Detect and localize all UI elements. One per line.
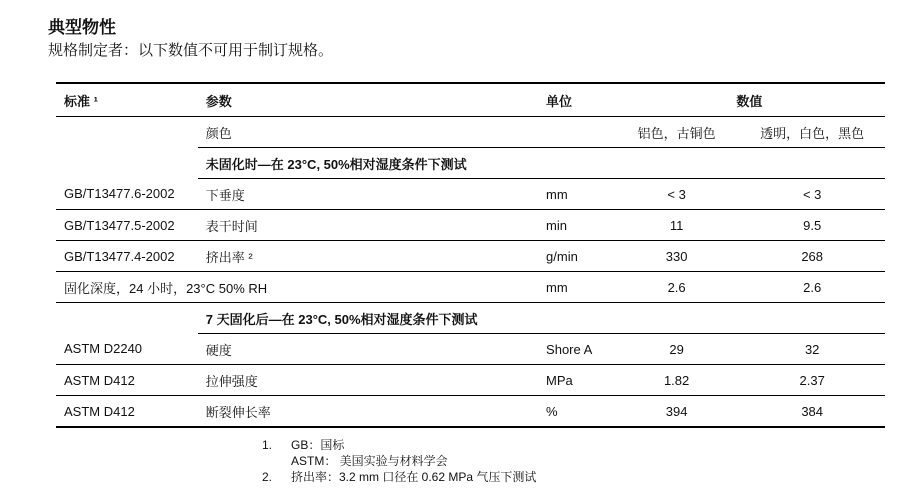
color-row	[56, 117, 885, 148]
standard-cell: GB/T13477.4-2002	[56, 241, 198, 272]
footnote-text: 挤出率：3.2 mm 口径在 0.62 MPa 气压下测试	[291, 470, 537, 484]
unit-cell: MPa	[538, 365, 614, 396]
value-cell-2: 268	[739, 241, 885, 272]
value-cell-1: 29	[614, 334, 740, 365]
table-row	[56, 396, 885, 428]
standard-cell: GB/T13477.6-2002	[56, 179, 198, 210]
page-title: 典型物性	[48, 18, 116, 37]
unit-cell: mm	[538, 179, 614, 210]
parameter-cell: 硬度	[198, 334, 538, 365]
footnote-text: GB：国标	[291, 438, 345, 452]
value-cell-1: 1.82	[614, 365, 740, 396]
parameter-cell: 表干时间	[198, 210, 538, 241]
section-uncured-title: 未固化时—在 23°C, 50%相对湿度条件下测试	[198, 148, 885, 179]
color-label: 颜色	[198, 117, 538, 148]
table-row	[56, 179, 885, 210]
unit-cell: min	[538, 210, 614, 241]
footnote-item	[262, 437, 536, 453]
table-row	[56, 334, 885, 365]
value-cell-2: 2.37	[739, 365, 885, 396]
cure-depth-row	[56, 272, 885, 303]
table-row	[56, 210, 885, 241]
footnote-item	[262, 453, 536, 469]
parameter-cell: 断裂伸长率	[198, 396, 538, 428]
section-uncured-row	[56, 148, 885, 179]
unit-cell: mm	[538, 272, 614, 303]
header-unit: 单位	[538, 83, 614, 117]
footnote-text: ASTM： 美国实验与材料学会	[291, 454, 448, 468]
table-cell	[56, 117, 198, 148]
table-row	[56, 241, 885, 272]
parameter-cell: 挤出率 ²	[198, 241, 538, 272]
value-cell-2: 384	[739, 396, 885, 428]
value-cell-1: 330	[614, 241, 740, 272]
standard-cell: ASTM D412	[56, 365, 198, 396]
section-cured-title: 7 天固化后—在 23°C, 50%相对湿度条件下测试	[198, 303, 885, 334]
color-value-2: 透明，白色，黑色	[739, 117, 885, 148]
table-row	[56, 365, 885, 396]
value-cell-2: < 3	[739, 179, 885, 210]
parameter-cell: 拉伸强度	[198, 365, 538, 396]
value-cell-1: 11	[614, 210, 740, 241]
header-values: 数值	[614, 83, 885, 117]
table-cell	[538, 117, 614, 148]
page-subtitle: 规格制定者：以下数值不可用于制订规格。	[48, 42, 334, 59]
cure-depth-label: 固化深度，24 小时，23°C 50% RH	[56, 272, 538, 303]
color-value-1: 铝色，古铜色	[614, 117, 740, 148]
value-cell-1: 394	[614, 396, 740, 428]
section-cured-row	[56, 303, 885, 334]
header-parameter: 参数	[198, 83, 538, 117]
table-header-row	[56, 83, 885, 117]
footnote-number	[262, 453, 291, 469]
table-cell	[56, 303, 198, 334]
value-cell-1: < 3	[614, 179, 740, 210]
parameter-cell: 下垂度	[198, 179, 538, 210]
header-standard: 标准 ¹	[56, 83, 198, 117]
standard-cell: GB/T13477.5-2002	[56, 210, 198, 241]
footnote-number: 2.	[262, 470, 273, 484]
unit-cell: g/min	[538, 241, 614, 272]
footnote-number: 1.	[262, 438, 273, 452]
footnotes	[262, 437, 536, 485]
standard-cell: ASTM D2240	[56, 334, 198, 365]
footnote-item	[262, 469, 536, 485]
table-cell	[56, 148, 198, 179]
properties-table	[56, 82, 885, 428]
unit-cell: %	[538, 396, 614, 428]
value-cell-2: 9.5	[739, 210, 885, 241]
standard-cell: ASTM D412	[56, 396, 198, 428]
value-cell-1: 2.6	[614, 272, 740, 303]
value-cell-2: 32	[739, 334, 885, 365]
value-cell-2: 2.6	[739, 272, 885, 303]
unit-cell: Shore A	[538, 334, 614, 365]
